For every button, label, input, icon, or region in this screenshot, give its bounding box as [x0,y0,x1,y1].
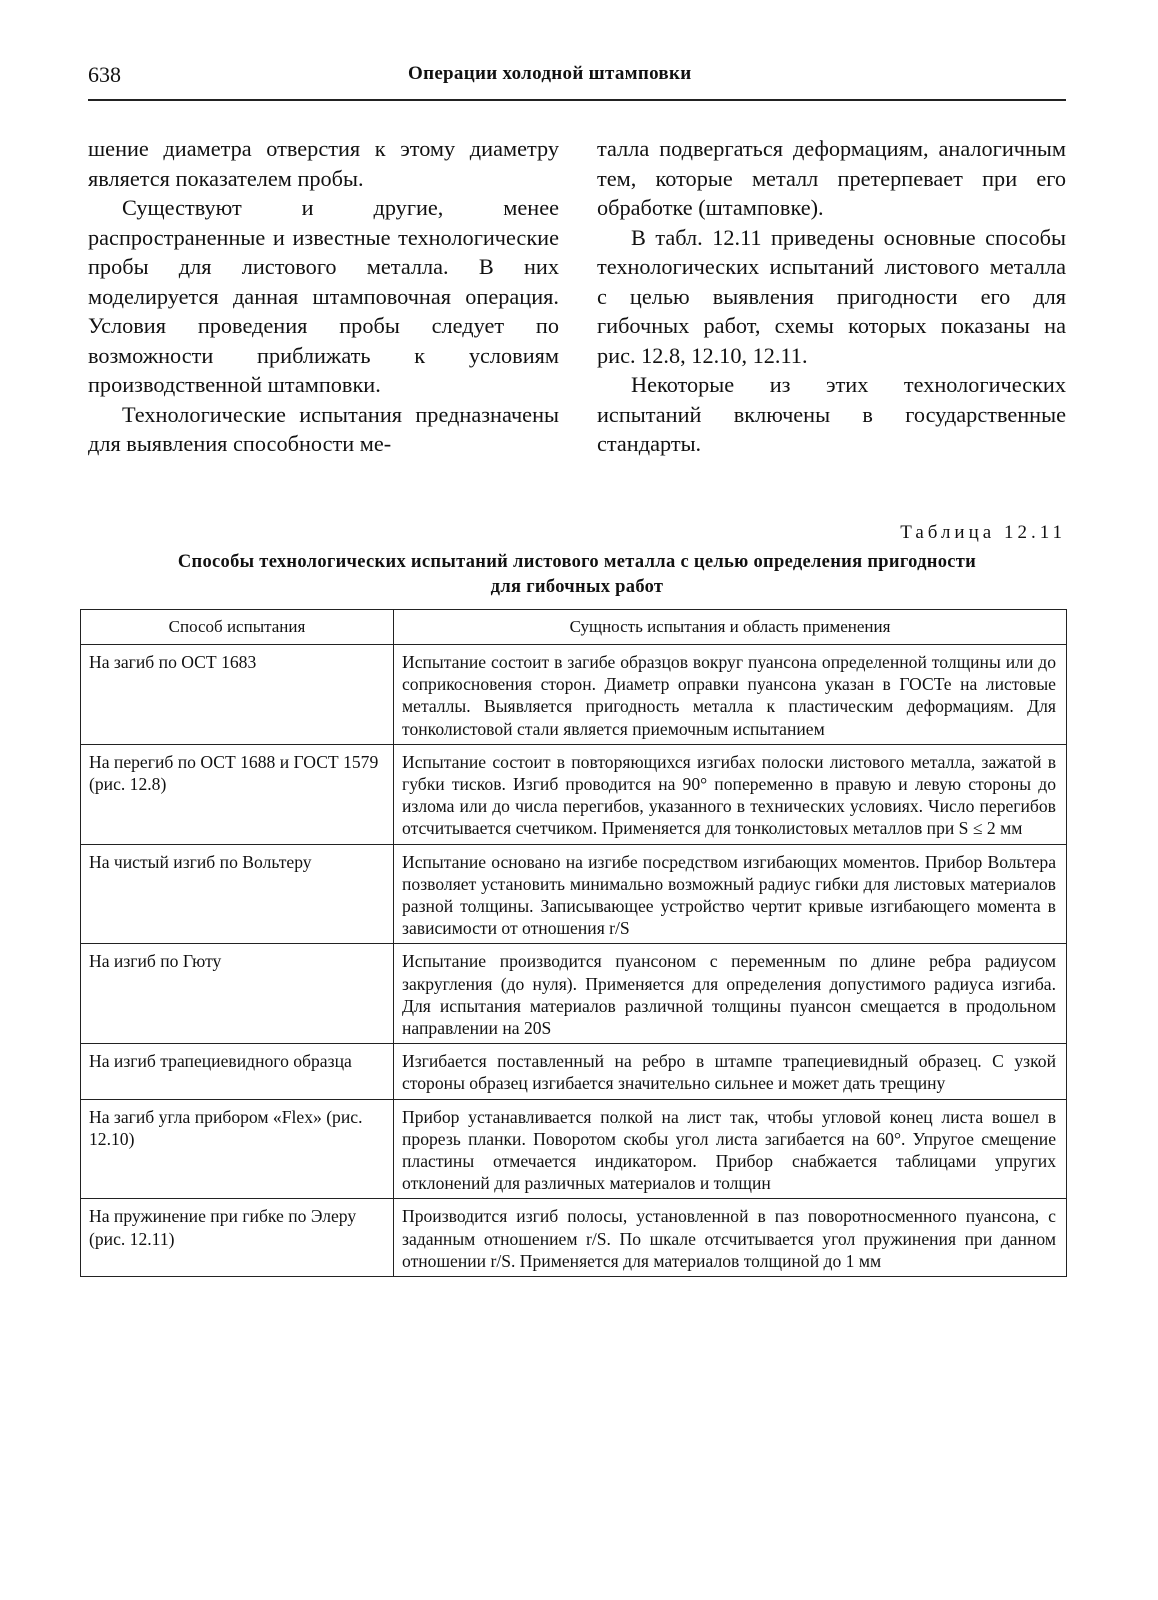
header-rule [88,99,1066,101]
row-method: На загиб по ОСТ 1683 [81,645,394,745]
header-essence: Сущность испытания и область применения [394,610,1067,645]
table-row [81,1099,1067,1199]
right-paragraph-1: талла подвергаться деформациям, аналогичным тем, которые металл претерпевает при его обработке (штамповке). [597,136,1066,220]
row-method: На изгиб по Гюту [81,944,394,1044]
row-essence: Испытание основано на изгибе посредством изгибающих моментов. Прибор Вольтера позволяет установить минимально возможный радиус гибки для листовых материалов разной толщины. Записывающее устройство чертит кривые изгибающего момента в зависимости от отношения r/S [394,844,1067,944]
table-caption-line-1: Способы технологических испытаний листового металла с целью определения пригодности [177,552,977,572]
row-essence: Изгибается поставленный на ребро в штампе трапециевидный образец. С узкой стороны образец изгибается значительно сильнее и может дать трещину [394,1044,1067,1099]
row-method: На пружинение при гибке по Элеру (рис. 12.11) [81,1199,394,1277]
left-column [88,134,559,459]
table-row [81,1199,1067,1277]
table-row [81,645,1067,745]
page-number: 638 [88,62,121,87]
row-method: На чистый изгиб по Вольтеру [81,844,394,944]
header-method: Способ испытания [81,610,394,645]
row-essence: Испытание состоит в повторяющихся изгибах полоски листового металла, зажатой в губки тисков. Изгиб проводится на 90° попеременно в правую и левую стороны до излома или до числа перегибов, указанного в технических условиях. Число перегибов отсчитывается счетчиком. Применяется для тонколистовых металлов при S ≤ 2 мм [394,744,1067,844]
table-caption-line-2: для гибочных работ [490,577,664,597]
row-method: На изгиб трапециевидного образца [81,1044,394,1099]
table-row [81,944,1067,1044]
left-paragraph-3: Технологические испытания предназначены для выявления способности ме- [88,401,559,456]
row-essence: Прибор устанавливается полкой на лист так, чтобы угловой конец листа вошел в прорезь планки. Поворотом скобы угол листа загибается на 60°. Упругое смещение пластины отмечается индикатором. Прибор снабжается таблицами упругих отклонений для различных материалов и толщин [394,1099,1067,1199]
right-paragraph-2: В табл. 12.11 приведены основные способы технологических испытаний листового металла с целью выявления пригодности его для гибочных работ, схемы которых показаны на рис. 12.8, 12.10, 12.11. [597,224,1066,368]
left-paragraph-1: шение диаметра отверстия к этому диаметру является показателем пробы. [88,136,559,191]
tests-table [80,609,1067,1277]
table-row [81,1044,1067,1099]
row-method: На загиб угла прибором «Flex» (рис. 12.10) [81,1099,394,1199]
right-paragraph-3: Некоторые из этих технологических испытаний включены в государственные стандарты. [597,372,1066,456]
page-header [88,62,1066,94]
running-title: Операции холодной штамповки [408,63,692,84]
table-number-label: Таблица 12.11 [900,522,1066,543]
table-header-row [81,610,1067,645]
row-essence: Производится изгиб полосы, установленной в паз поворотносменного пуансона, с заданным отношением r/S. По шкале отсчитывается угол пружинения при данном отношении r/S. Применяется для материалов толщиной до 1 мм [394,1199,1067,1277]
row-method: На перегиб по ОСТ 1688 и ГОСТ 1579 (рис. 12.8) [81,744,394,844]
table-caption [88,550,1066,600]
table-row [81,744,1067,844]
row-essence: Испытание производится пуансоном с переменным по длине ребра радиусом закругления (до нуля). Применяется для определения допустимого радиуса изгиба. Для испытания материалов различной толщины пуансон смещается в продольном направлении на 20S [394,944,1067,1044]
row-essence: Испытание состоит в загибе образцов вокруг пуансона определенной толщины или до соприкосновения сторон. Диаметр оправки пуансона указан в ГОСТе на листовые металлы. Выявляется пригодность металла к пластическим деформациям. Для тонколистовой стали является приемочным испытанием [394,645,1067,745]
table-row [81,844,1067,944]
right-column [597,134,1066,459]
left-paragraph-2: Существуют и другие, менее распространенные и известные технологические пробы для листового металла. В них моделируется данная штамповочная операция. Условия проведения пробы следует по возможности приближать к условиям производственной штамповки. [88,195,559,397]
